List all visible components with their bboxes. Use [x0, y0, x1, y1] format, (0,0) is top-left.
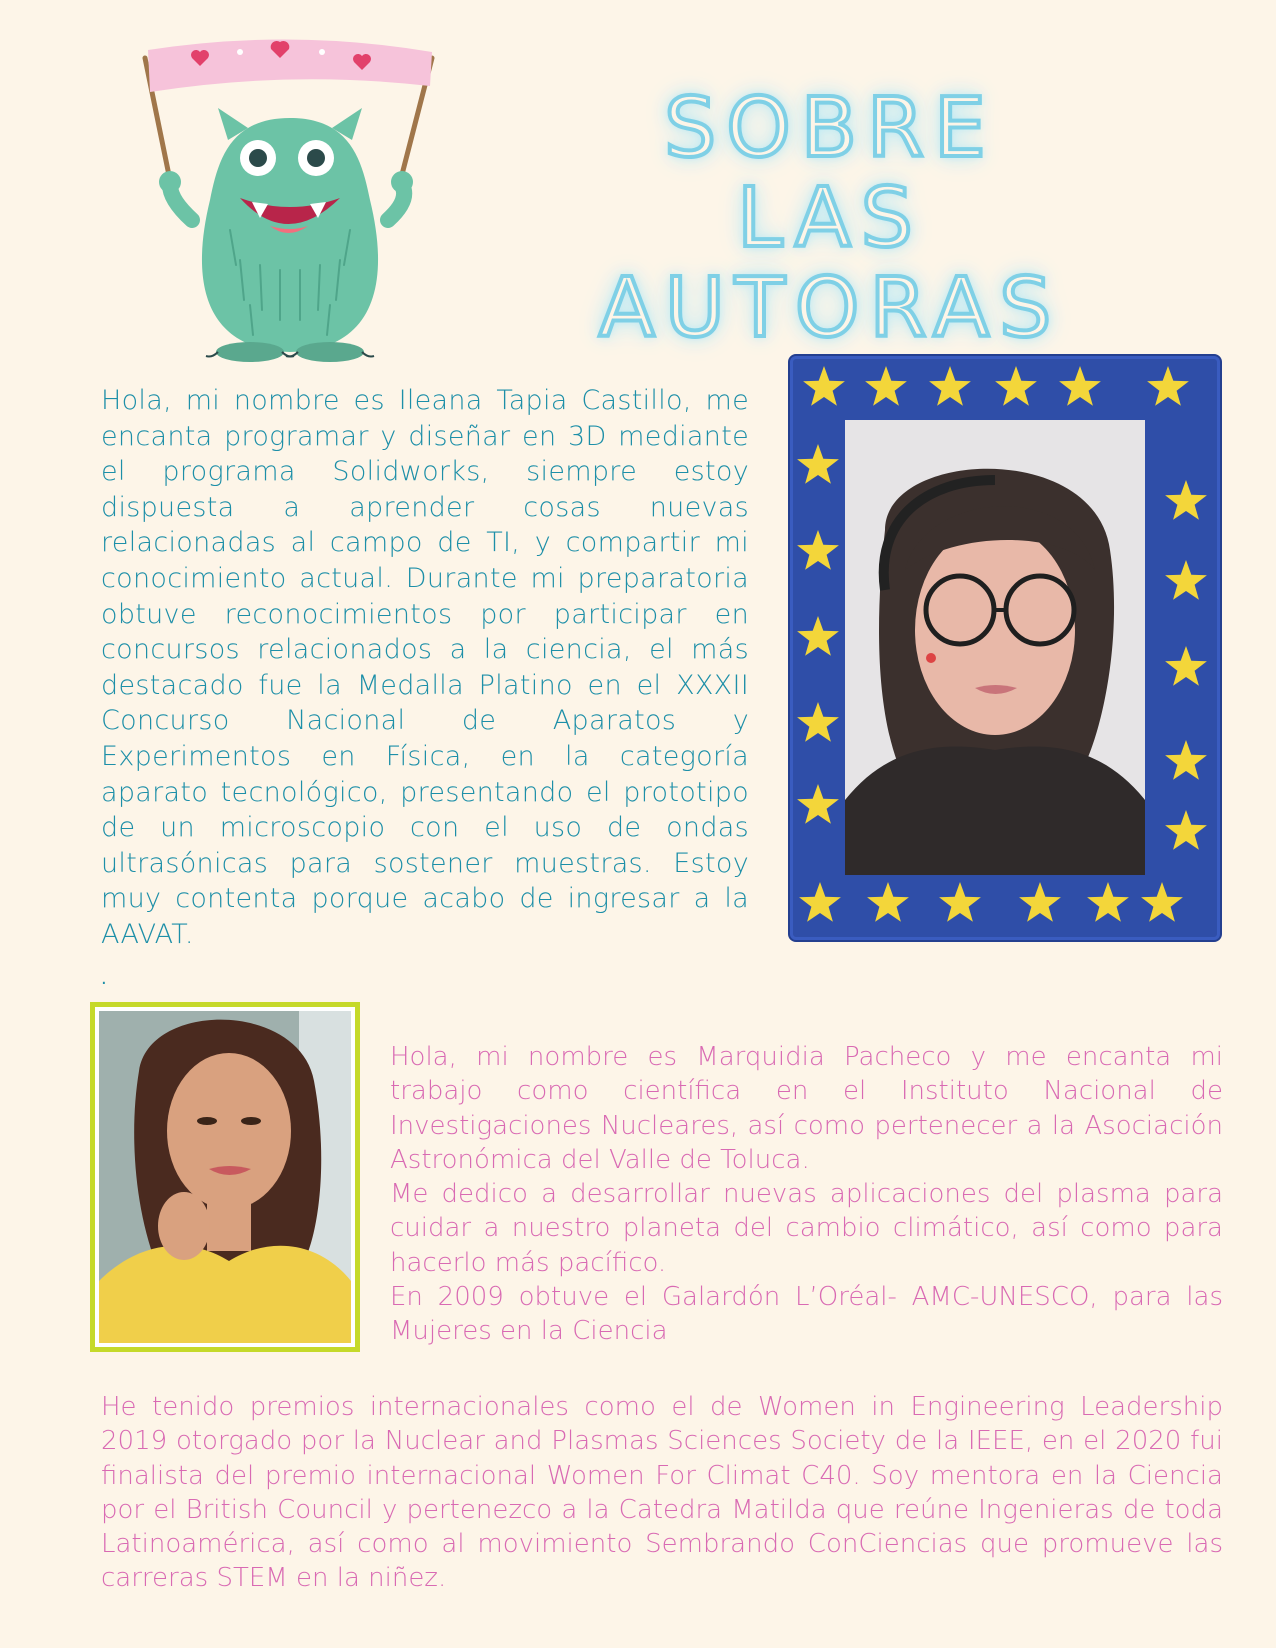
- star-icon: [803, 366, 845, 406]
- star-icon: [995, 366, 1037, 406]
- star-icon: [797, 444, 839, 484]
- star-icon: [867, 882, 909, 922]
- photo-ileana: [845, 420, 1145, 875]
- star-icon: [1165, 480, 1207, 520]
- star-icon: [1141, 882, 1183, 922]
- star-icon: [797, 784, 839, 824]
- bio-marquidia-p3: En 2009 obtuve el Galardón L’Oréal- AMC-UNESCO, para las Mujeres en la Ciencia: [390, 1282, 1223, 1347]
- title-line-2: AUTORAS: [598, 261, 1062, 356]
- star-icon: [1165, 740, 1207, 780]
- star-icon: [797, 530, 839, 570]
- star-icon: [929, 366, 971, 406]
- trailing-dot: .: [101, 968, 107, 989]
- star-icon: [865, 366, 907, 406]
- bio-marquidia-p4: He tenido premios internacionales como el de Women in Engineering Leadership 2019 otorgado por la Nuclear and Plasmas Sciences Society de la IEEE, en el 2020 fui finalista del premio internacional Women For Climat C40. Soy mentora en la Ciencia por el British Council y pertenezco a la Catedra Matilda que reúne Ingenieras de toda Latinoamérica, así como al movimiento Sembrando ConCiencias que promueve las carreras STEM en la niñez.: [101, 1392, 1223, 1594]
- bio-ileana: [101, 383, 749, 953]
- monster-mascot-icon: [140, 30, 440, 380]
- title-line-1: SOBRE LAS: [664, 81, 996, 266]
- star-icon: [1165, 560, 1207, 600]
- star-icon: [939, 882, 981, 922]
- star-icon: [797, 702, 839, 742]
- star-icon: [1165, 810, 1207, 850]
- star-icon: [1147, 366, 1189, 406]
- photo-marquidia: [99, 1011, 351, 1343]
- star-icon: [1059, 366, 1101, 406]
- bio-ileana-text: Hola, mi nombre es Ileana Tapia Castillo, me encanta programar y diseñar en 3D mediante el programa Solidworks, siempre estoy dispuesta a aprender cosas nuevas relacionadas al campo de TI, y compartir mi conocimiento actual. Durante mi preparatoria obtuve reconocimientos por participar en concursos relacionados a la ciencia, el más destacado fue la Medalla Platino en el XXXII Concurso Nacional de Aparatos y Experimentos en Física, en la categoría aparato tecnológico, presentando el prototipo de un microscopio con el uso de ondas ultrasónicas para sostener muestras. Estoy muy contenta porque acabo de ingresar a la AAVAT.: [101, 385, 749, 950]
- bio-marquidia-p1: Hola, mi nombre es Marquidia Pacheco y me encanta mi trabajo como científica en el Instituto Nacional de Investigaciones Nucleares, así como pertenecer a la Asociación Astronómica del Valle de Toluca.: [390, 1042, 1223, 1175]
- page-title: [560, 81, 1100, 356]
- photo-marquidia-frame: [90, 1002, 360, 1352]
- star-icon: [1019, 882, 1061, 922]
- bio-marquidia-p2: Me dedico a desarrollar nuevas aplicaciones del plasma para cuidar a nuestro planeta del cambio climático, así como para hacerlo más pacífico.: [390, 1179, 1223, 1278]
- star-icon: [797, 616, 839, 656]
- bio-marquidia-awards: [101, 1390, 1223, 1596]
- star-icon: [1165, 646, 1207, 686]
- star-icon: [1087, 882, 1129, 922]
- star-icon: [799, 882, 841, 922]
- bio-marquidia: [390, 1040, 1223, 1349]
